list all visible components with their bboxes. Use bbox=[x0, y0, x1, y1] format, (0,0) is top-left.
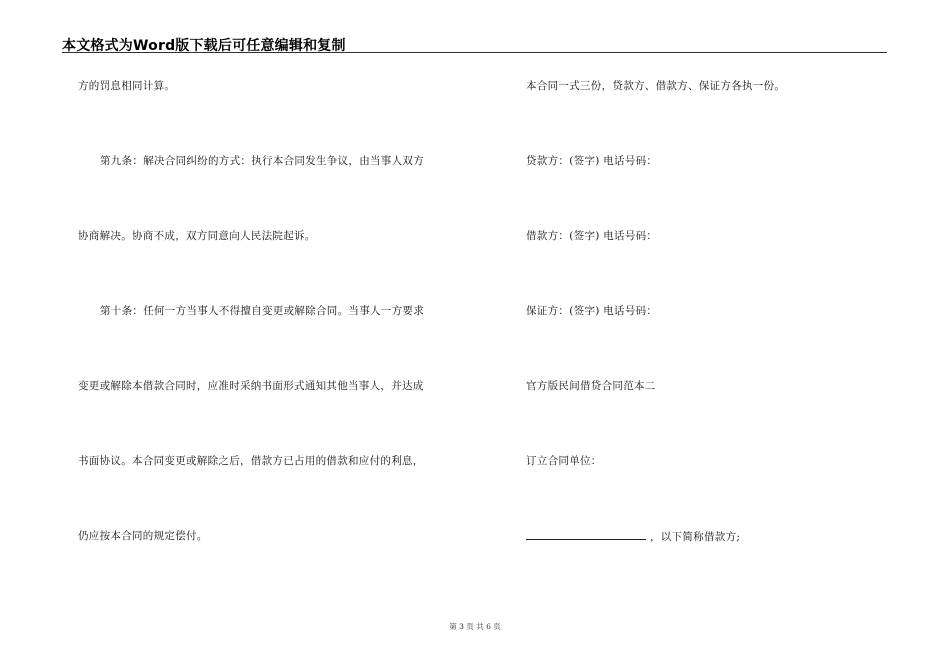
page-header-title: 本文格式为Word版下载后可任意编辑和复制 bbox=[62, 38, 346, 54]
paragraph-line: 书面协议。本合同变更或解除之后，借款方已占用的借款和应付的利息， bbox=[78, 455, 424, 467]
paragraph-line: 方的罚息相同计算。 bbox=[78, 80, 176, 92]
page-number-footer: 第 3 页 共 6 页 bbox=[449, 622, 501, 631]
paragraph-line: 第九条：解决合同纠纷的方式：执行本合同发生争议，由当事人双方 bbox=[100, 155, 424, 167]
guarantor-signature-line: 保证方：(签字) 电话号码： bbox=[526, 305, 658, 317]
blank-fill-line bbox=[526, 529, 740, 544]
paragraph-line: 变更或解除本借款合同时，应准时采纳书面形式通知其他当事人，并达成 bbox=[78, 380, 424, 392]
blank-line-suffix: ，以下简称借款方; bbox=[650, 531, 741, 543]
lender-signature-line: 贷款方：(签字) 电话号码： bbox=[526, 155, 658, 167]
borrower-signature-line: 借款方：(签字) 电话号码： bbox=[526, 230, 658, 242]
paragraph-line: 本合同一式三份，贷款方、借款方、保证方各执一份。 bbox=[526, 80, 786, 92]
section-heading: 官方版民间借贷合同范本二 bbox=[526, 380, 656, 392]
paragraph-line: 仍应按本合同的规定偿付。 bbox=[78, 530, 208, 542]
contract-party-label: 订立合同单位： bbox=[526, 455, 602, 467]
header-divider bbox=[62, 52, 887, 53]
paragraph-line: 第十条：任何一方当事人不得擅自变更或解除合同。当事人一方要求 bbox=[100, 305, 424, 317]
paragraph-line: 协商解决。协商不成，双方同意向人民法院起诉。 bbox=[78, 230, 316, 242]
blank-underline[interactable] bbox=[526, 529, 646, 540]
